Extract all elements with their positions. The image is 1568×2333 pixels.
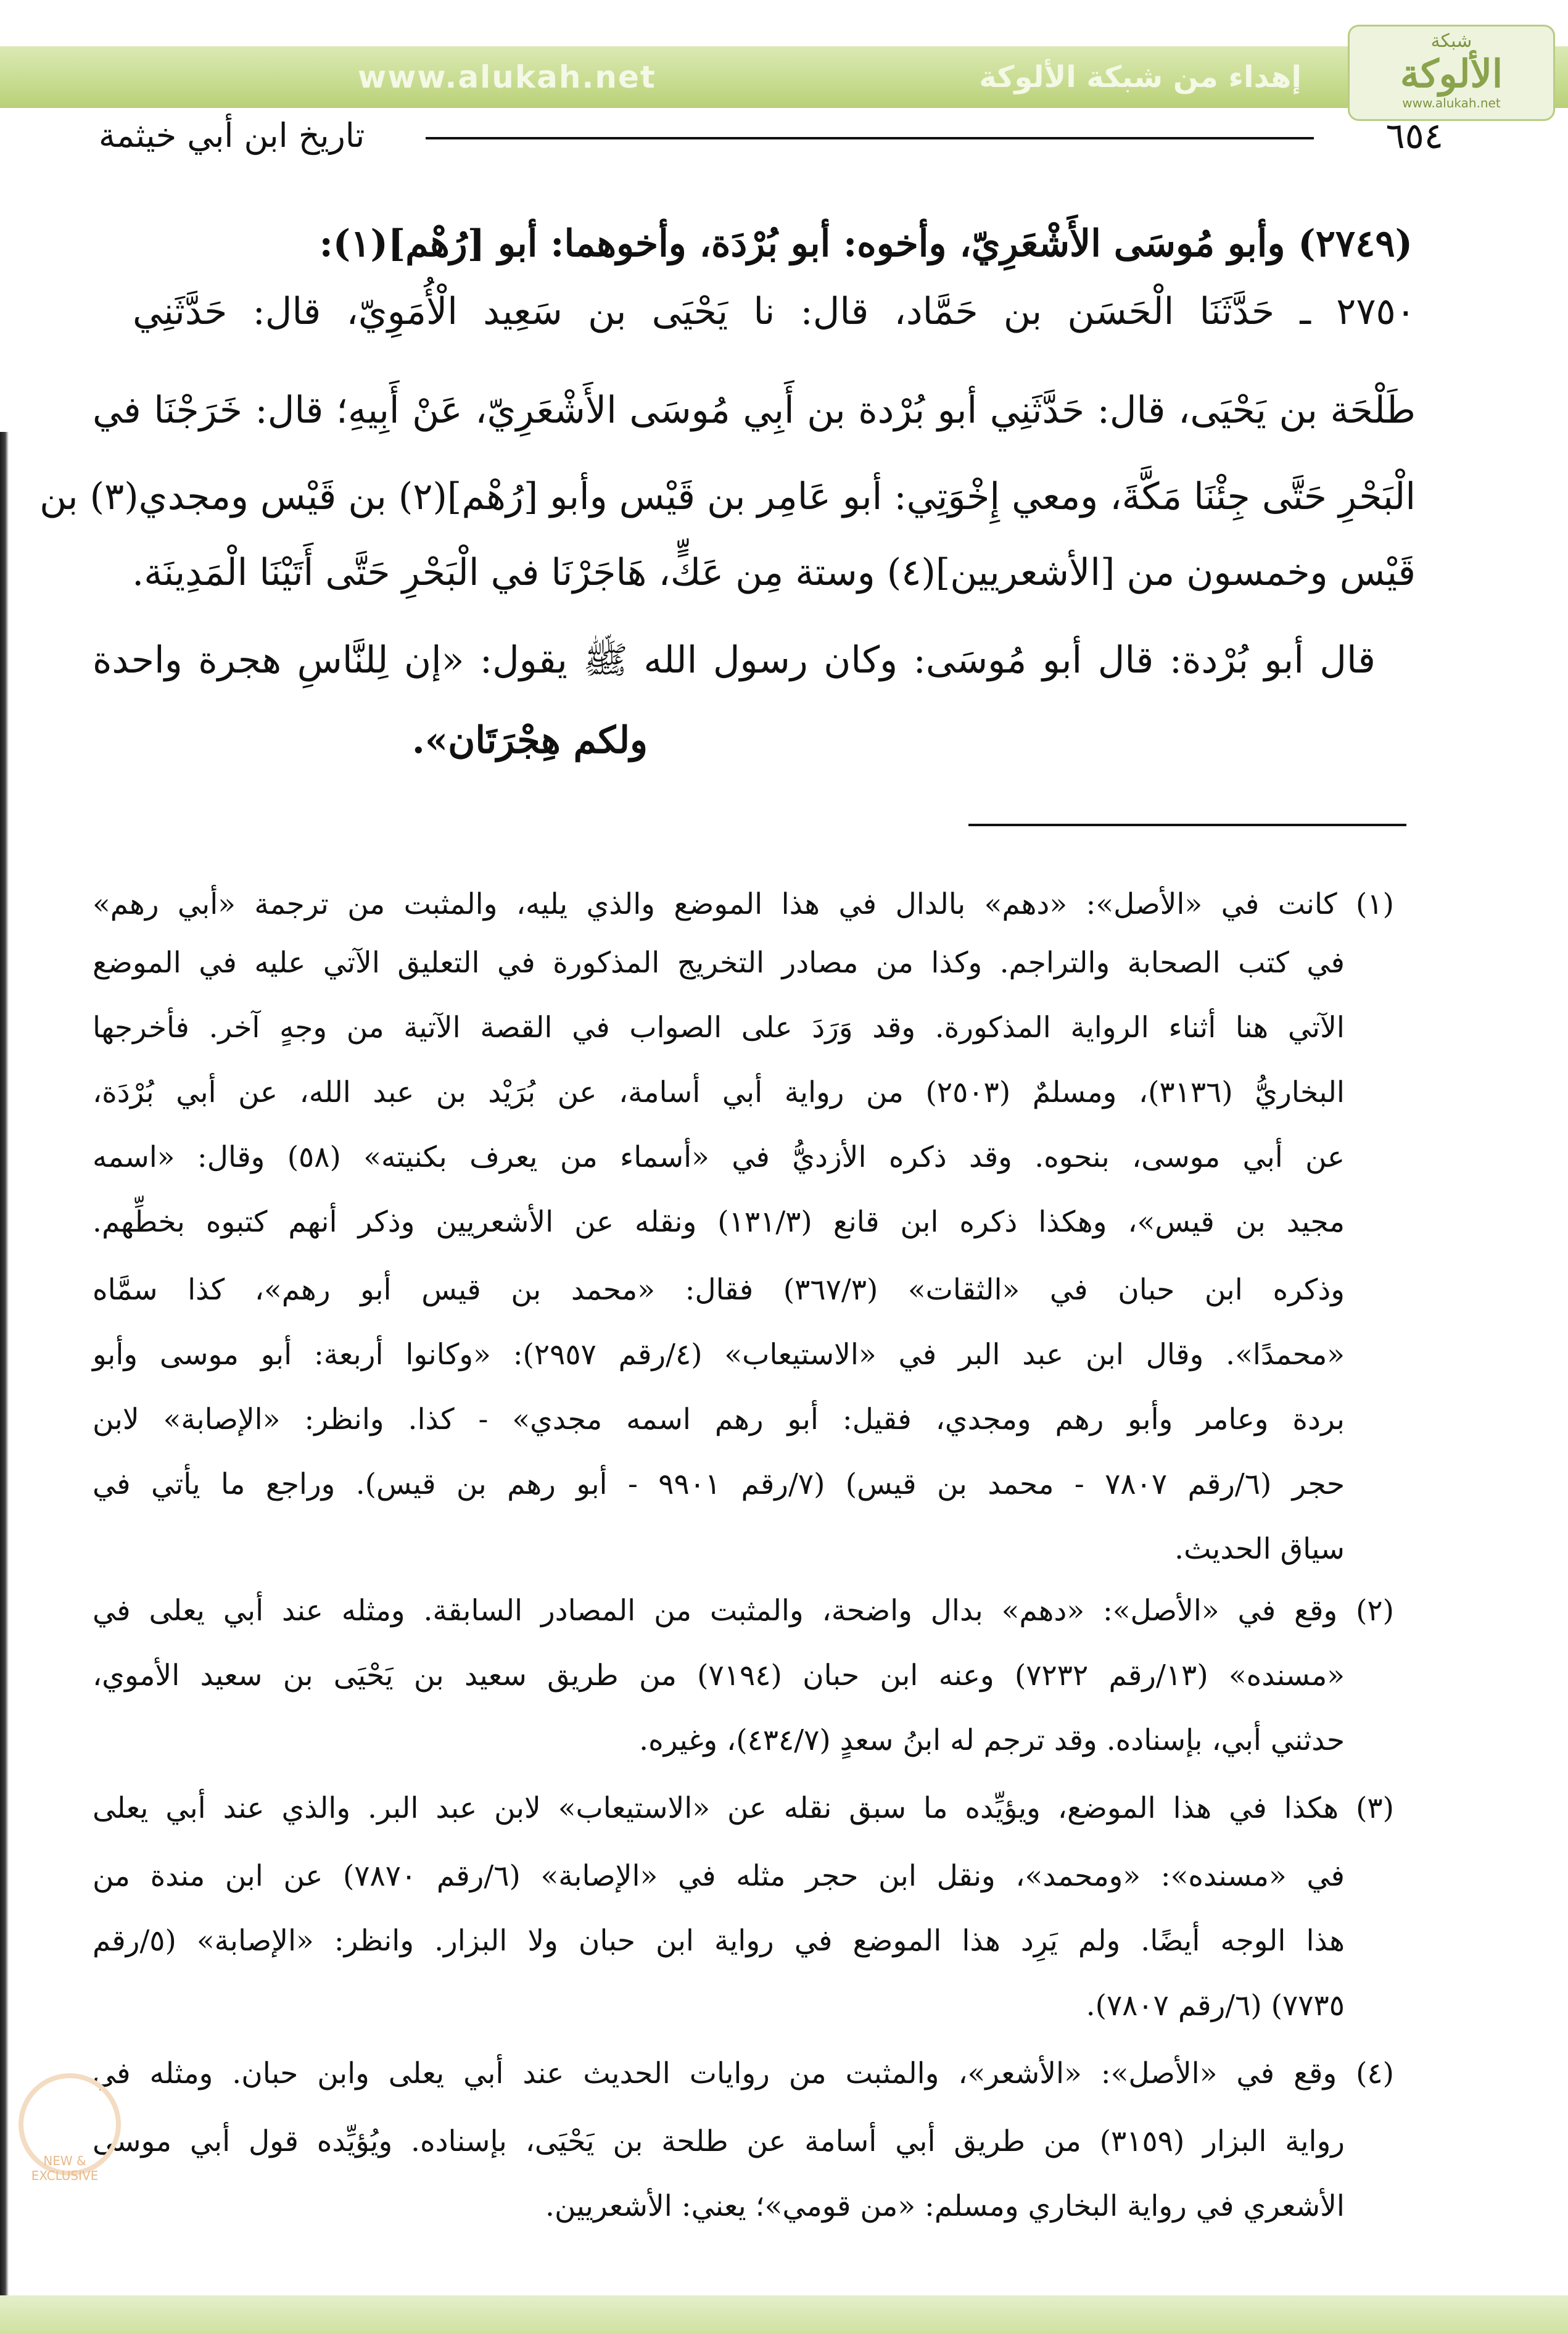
bottom-banner [0,2295,1568,2333]
footnote-line: رواية البزار (٣١٥٩) من طريق أبي أسامة عن طلحة بن يَحْيَى، بإسناده. ويُؤيِّده قول أبي موسى [93,2124,1345,2158]
watermark-logo [0,2049,123,2184]
alukah-logo[interactable] [1348,25,1555,121]
scan-edge [0,432,9,2295]
footnote-line: (٤) وقع في «الأصل»: «الأشعر»، والمثبت من روايات الحديث عند أبي يعلى وابن حبان. ومثله في [93,2057,1394,2091]
watermark-text: NEW & EXCLUSIVE [31,2153,99,2183]
entry-heading: (٢٧٤٩) وأبو مُوسَى الأَشْعَرِيّ، وأخوه: أبو بُرْدَة، وأخوهما: أبو [رُهْم](١): [319,222,1413,265]
footnote-line: عن أبي موسى، بنحوه. وقد ذكره الأزديُّ في «أسماء من يعرف بكنيته» (٥٨) وقال: «اسمه [93,1140,1345,1174]
footnote-line: حجر (٦/رقم ٧٨٠٧ - محمد بن قيس) (٧/رقم ٩٩٠١ - أبو رهم بن قيس). وراجع ما يأتي في [93,1467,1345,1501]
hadith-line: قَيْس وخمسون من [الأشعريين](٤) وستة مِن عَكٍّ، هَاجَرْنَا في الْبَحْرِ حَتَّى أَتَيْنَا الْمَدِينَة. [132,551,1416,594]
footnote-line: مجيد بن قيس»، وهكذا ذكره ابن قانع (١٣١/٣) ونقله عن الأشعريين وذكر أنهم كتبوه بخطِّهم. [93,1205,1345,1239]
footnote-line: الأشعري في رواية البخاري ومسلم: «من قومي»؛ يعني: الأشعريين. [545,2189,1345,2223]
logo-main-text: الألوكة [1400,51,1503,96]
footnote-line: ٧٧٣٥) (٦/رقم ٧٨٠٧). [1086,1989,1345,2023]
footnote-line: وذكره ابن حبان في «الثقات» (٣٦٧/٣) فقال: «محمد بن قيس أبو رهم»، كذا سمَّاه [93,1273,1345,1307]
logo-url-text: www.alukah.net [1402,96,1501,110]
page-number: ٦٥٤ [1385,115,1443,157]
top-banner [0,46,1568,108]
footnote-line: بردة وعامر وأبو رهم ومجدي، فقيل: أبو رهم اسمه مجدي» - كذا. وانظر: «الإصابة» لابن [93,1403,1345,1436]
footnote-line: (٢) وقع في «الأصل»: «دهم» بدال واضحة، والمثبت من المصادر السابقة. ومثله عند أبي يعلى في [93,1594,1394,1628]
footnote-line: في كتب الصحابة والتراجم. وكذا من مصادر التخريج المذكورة في التعليق الآتي عليه في الموضع [93,946,1345,980]
footnote-line: هذا الوجه أيضًا. ولم يَرِد هذا الموضع في رواية ابن حبان ولا البزار. وانظر: «الإصابة» (٥/رقم [93,1924,1345,1958]
hadith-line: الْبَحْرِ حَتَّى جِئْنَا مَكَّةَ، ومعي إِخْوَتِي: أبو عَامِر بن قَيْس وأبو [رُهْم](٢) بن قَيْس ومجدي(٣) بن [39,475,1416,518]
footnote-line: (١) كانت في «الأصل»: «دهم» بالدال في هذا الموضع والذي يليه، والمثبت من ترجمة «أبي رهم» [93,887,1394,921]
footnote-line: البخاريُّ (٣١٣٦)، ومسلمٌ (٢٥٠٣) من رواية أبي أسامة، عن بُرَيْد بن عبد الله، عن أبي بُرْدَة، [93,1075,1345,1109]
banner-url[interactable]: www.alukah.net [358,59,656,95]
footnote-line: سياق الحديث. [1174,1532,1345,1566]
header-rule [426,137,1314,139]
hadith-line: ٢٧٥٠ ـ حَدَّثَنَا الْحَسَن بن حَمَّاد، قال: نا يَحْيَى بن سَعِيد الْأُمَوِيّ، قال: حَدَّثَنِي [133,290,1416,333]
banner-gift-text: إهداء من شبكة الألوكة [979,60,1302,94]
footnote-line: «مسنده» (١٣/رقم ٧٢٣٢) وعنه ابن حبان (٧١٩٤) من طريق سعيد بن يَحْيَى بن سعيد الأموي، [93,1659,1345,1693]
hadith-line: ولكم هِجْرَتَان». [411,719,648,762]
footnote-separator [968,824,1406,826]
footnote-line: حدثني أبي، بإسناده. وقد ترجم له ابنُ سعدٍ (٤٣٤/٧)، وغيره. [639,1723,1345,1757]
footnote-line: (٣) هكذا في هذا الموضع، ويؤيِّده ما سبق نقله عن «الاستيعاب» لابن عبد البر. والذي عند أبي يعلى [93,1791,1394,1825]
book-title: تاريخ ابن أبي خيثمة [99,116,365,155]
footnote-line: «محمدًا». وقال ابن عبد البر في «الاستيعاب» (٤/رقم ٢٩٥٧): «وكانوا أربعة: أبو موسى وأبو [93,1338,1345,1372]
footnote-line: في «مسنده»: «ومحمد»، ونقل ابن حجر مثله في «الإصابة» (٦/رقم ٧٨٧٠) عن ابن مندة من [93,1859,1345,1893]
hadith-line: قال أبو بُرْدة: قال أبو مُوسَى: وكان رسول الله ﷺ يقول: «إن لِلنَّاسِ هجرة واحدة [93,639,1376,682]
hadith-line: طَلْحَة بن يَحْيَى، قال: حَدَّثَنِي أبو بُرْدة بن أَبِي مُوسَى الأَشْعَرِيّ، عَنْ أَبِيهِ؛ قال: خَرَجْنَا في [93,389,1416,432]
footnote-line: الآتي هنا أثناء الرواية المذكورة. وقد وَرَدَ على الصواب في القصة الآتية من وجهٍ آخر. فأخرجها [93,1011,1345,1045]
logo-top-text: شبكة [1430,30,1472,52]
